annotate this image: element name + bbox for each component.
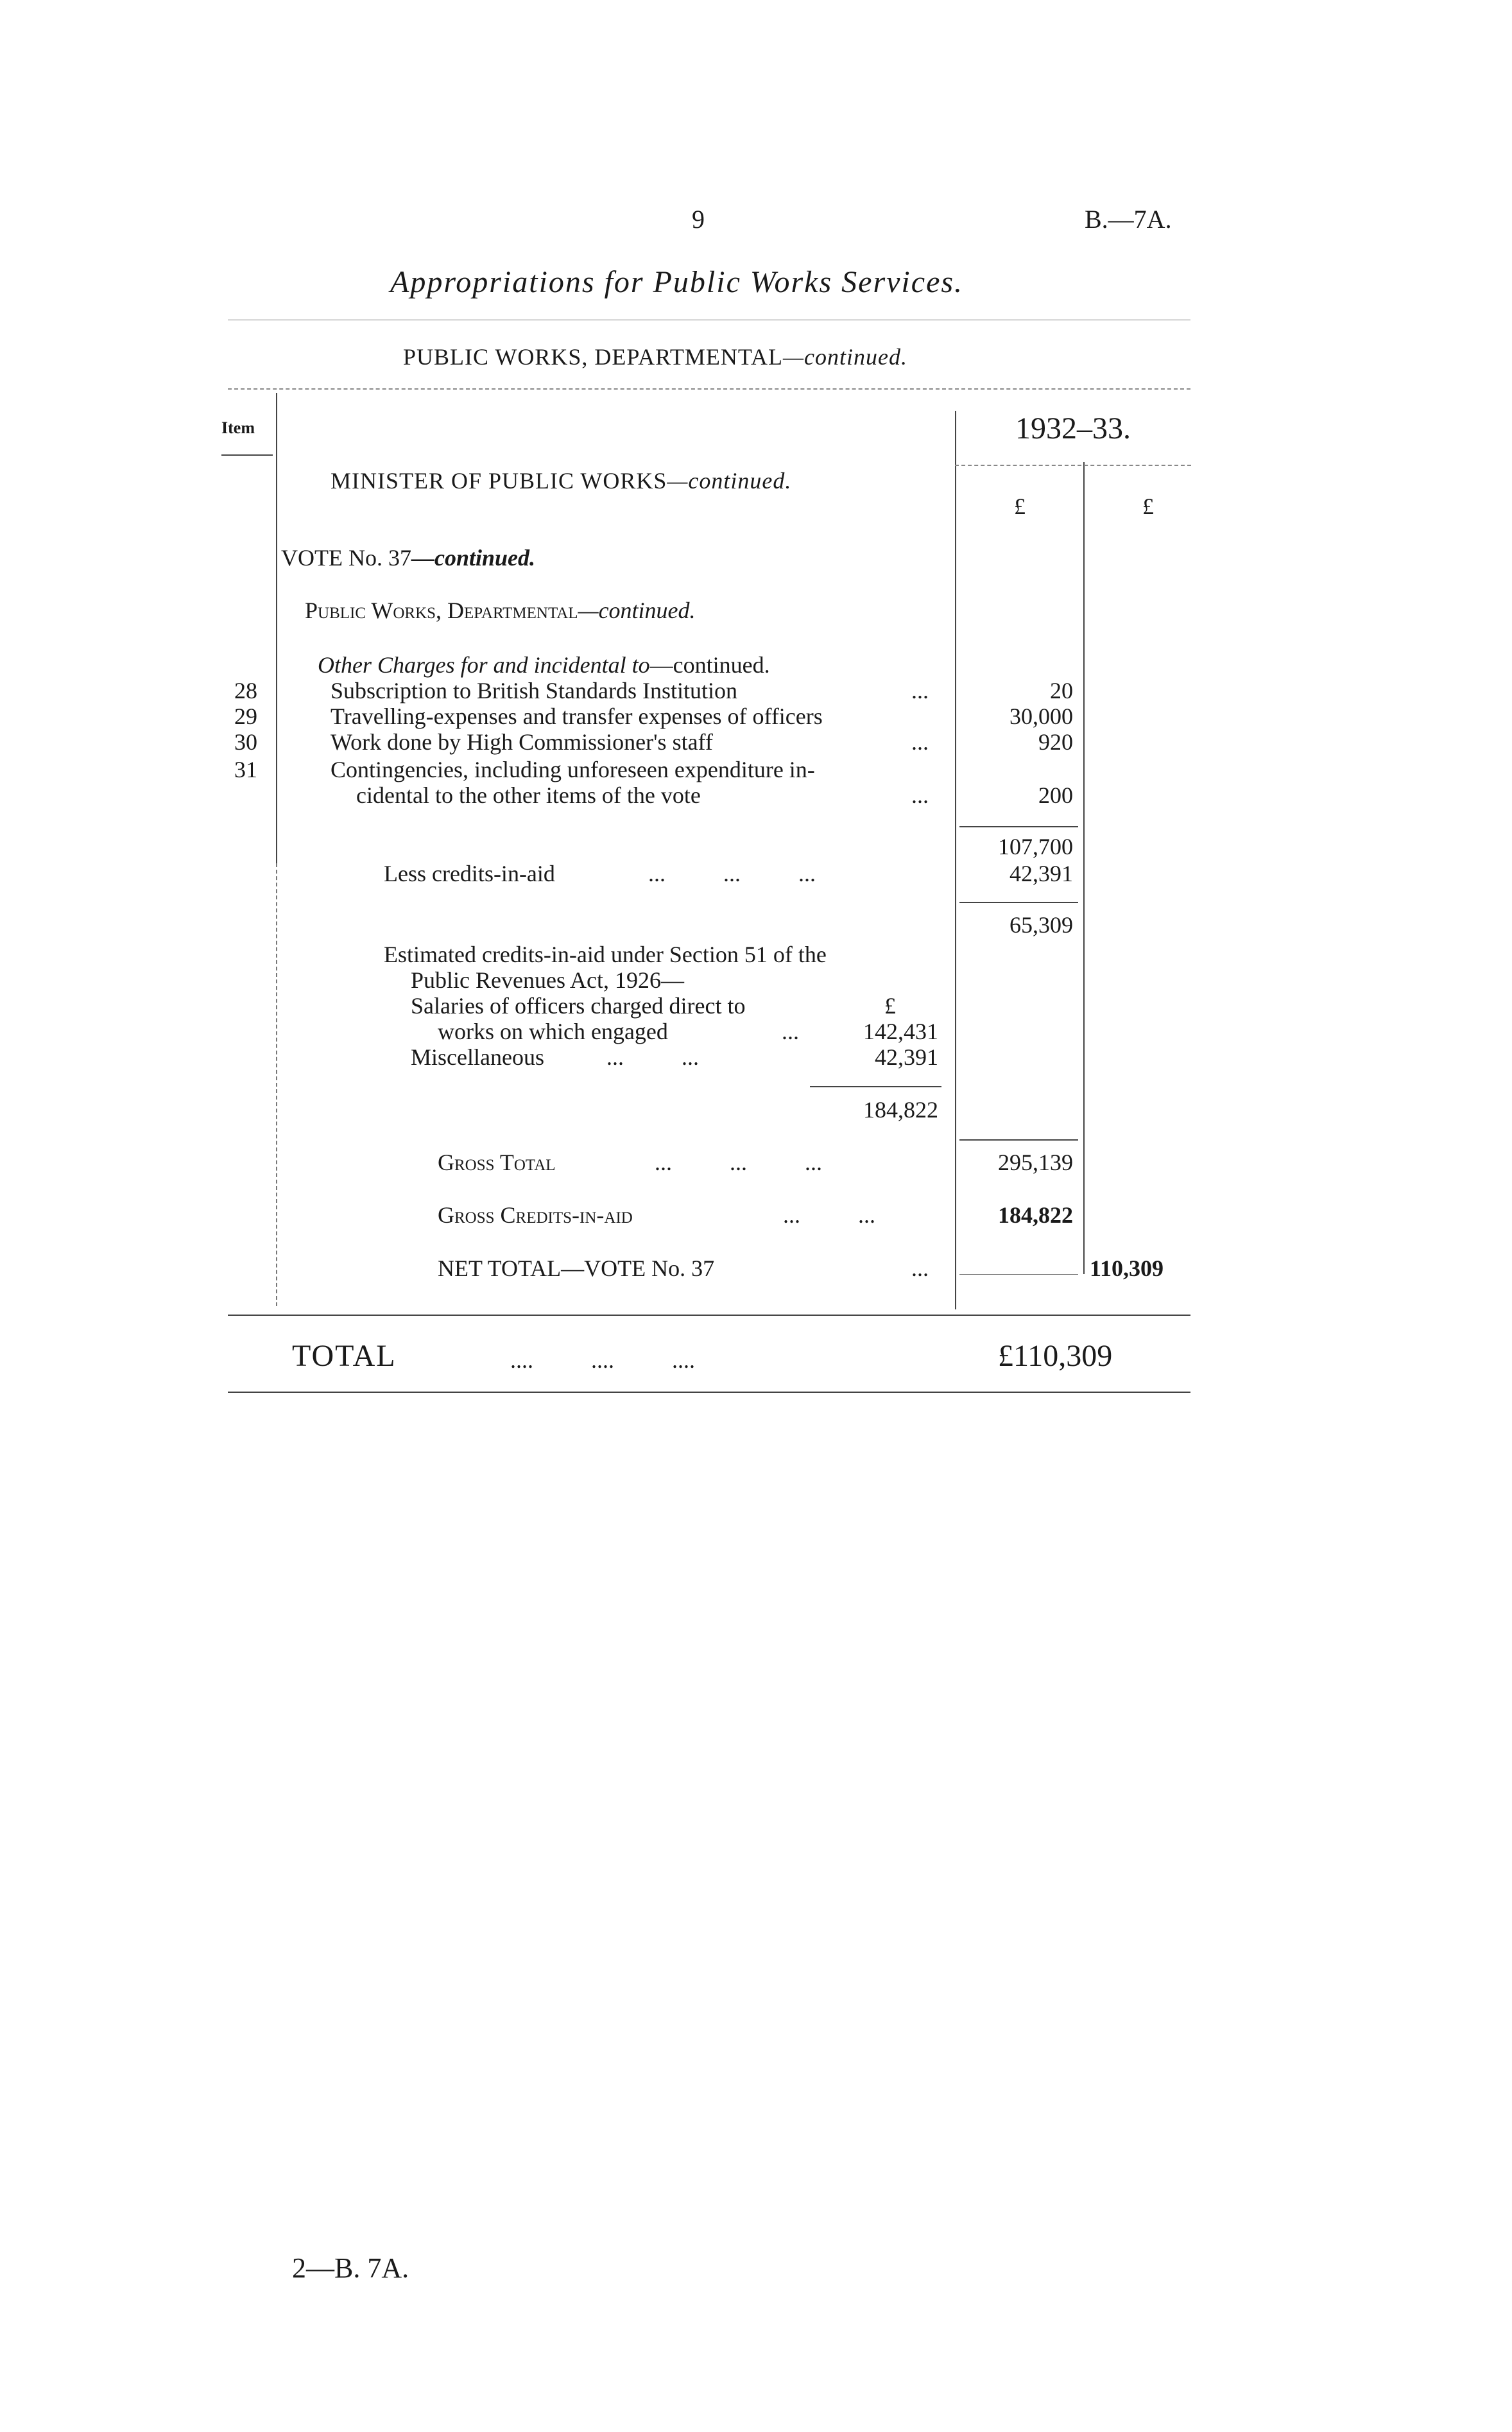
item-dots: ... [911,782,929,808]
vote-heading [281,544,535,571]
gross-credits-label: Gross Credits-in-aid [438,1202,633,1228]
item-description: Contingencies, including unforeseen expenditure in- [331,757,815,782]
item-description: Work done by High Commissioner's staff [331,729,713,755]
item-description-continued: cidental to the other items of the vote [356,782,701,808]
estimated-credits-line: Estimated credits-in-aid under Section 51 of the [384,942,827,967]
grand-total-dots: .... .... .... [510,1347,695,1373]
minister-continued: —continued. [667,468,792,494]
credits-total-rule [810,1086,941,1087]
other-charges-title: Other Charges for and incidental to [318,652,650,678]
rule-section [228,388,1190,390]
page-number: 9 [692,205,705,234]
gross-credits-dots: ... ... [783,1202,875,1228]
salaries-label: Salaries of officers charged direct to [411,993,746,1019]
other-charges-heading [318,651,770,678]
footer-signature: 2—B. 7A. [292,2252,409,2284]
other-charges-continued: —continued. [649,652,770,678]
item-description: Subscription to British Standards Institution [331,678,738,703]
item-description: Travelling-expenses and transfer expenses of officers [331,703,823,729]
item-amount: 920 [1038,729,1073,755]
page-title: Appropriations for Public Works Services. [390,265,964,299]
year-header-rule [955,465,1191,466]
item-number: 30 [234,729,257,755]
less-credits-dots: ... ... ... [648,861,816,886]
subtotal-amount: 107,700 [998,834,1073,859]
section-heading [403,343,907,370]
net-total-label: NET TOTAL—VOTE No. 37 [438,1255,715,1281]
net-amount: 65,309 [1009,912,1073,938]
gross-total-label: Gross Total [438,1150,556,1175]
rule-table-bottom [228,1315,1190,1316]
item-amount: 30,000 [1009,703,1073,729]
department-continued: —continued. [578,598,696,623]
net-total-amount: 110,309 [1090,1255,1164,1281]
salaries-amount: 142,431 [863,1019,938,1044]
vote-continued: —continued. [411,545,536,571]
total-column-rule [1083,462,1085,1274]
grand-total-label: TOTAL [292,1339,397,1373]
item-number: 31 [234,757,257,782]
item-column-rule-lower [276,863,277,1306]
grand-total-amount: £110,309 [998,1339,1113,1373]
miscellaneous-dots: ... ... [606,1044,699,1070]
salaries-label-continued: works on which engaged [438,1019,668,1044]
section-title: PUBLIC WORKS, DEPARTMENTAL [403,344,784,370]
item-dots: ... [911,729,929,755]
subtotal-rule [959,826,1078,827]
miscellaneous-label: Miscellaneous [411,1044,544,1070]
salaries-currency: £ [884,993,896,1019]
estimated-credits-act: Public Revenues Act, 1926— [411,967,684,993]
department-heading [305,597,696,624]
less-credits-amount: 42,391 [1009,861,1073,886]
salaries-dots: ... [782,1019,799,1044]
credits-total-amount: 184,822 [863,1097,938,1123]
year-column-header: 1932–33. [1015,411,1131,445]
net-total-dash [959,1274,1078,1275]
item-amount: 200 [1038,782,1073,808]
less-credits-label: Less credits-in-aid [384,861,555,886]
gross-credits-amount: 184,822 [998,1202,1073,1228]
item-column-rule [276,393,277,863]
currency-column-2: £ [1142,494,1154,519]
section-continued: —continued. [783,344,907,370]
net-rule [959,902,1078,903]
gross-total-rule [959,1139,1078,1141]
item-amount: 20 [1050,678,1073,703]
net-total-dots: ... [911,1255,929,1281]
item-number: 29 [234,703,257,729]
item-number: 28 [234,678,257,703]
item-column-header: Item [221,418,255,437]
vote-title: VOTE No. 37 [281,545,411,571]
document-reference: B.—7A. [1085,205,1172,234]
minister-heading [331,467,791,494]
gross-total-dots: ... ... ... [655,1150,822,1175]
currency-column-1: £ [1014,494,1026,519]
miscellaneous-amount: 42,391 [875,1044,938,1070]
rule-grand-total [228,1392,1190,1393]
item-dots: ... [911,678,929,703]
item-header-rule [221,454,273,456]
gross-total-amount: 295,139 [998,1150,1073,1175]
department-title: Public Works, Departmental [305,598,578,623]
minister-title: MINISTER OF PUBLIC WORKS [331,468,667,494]
